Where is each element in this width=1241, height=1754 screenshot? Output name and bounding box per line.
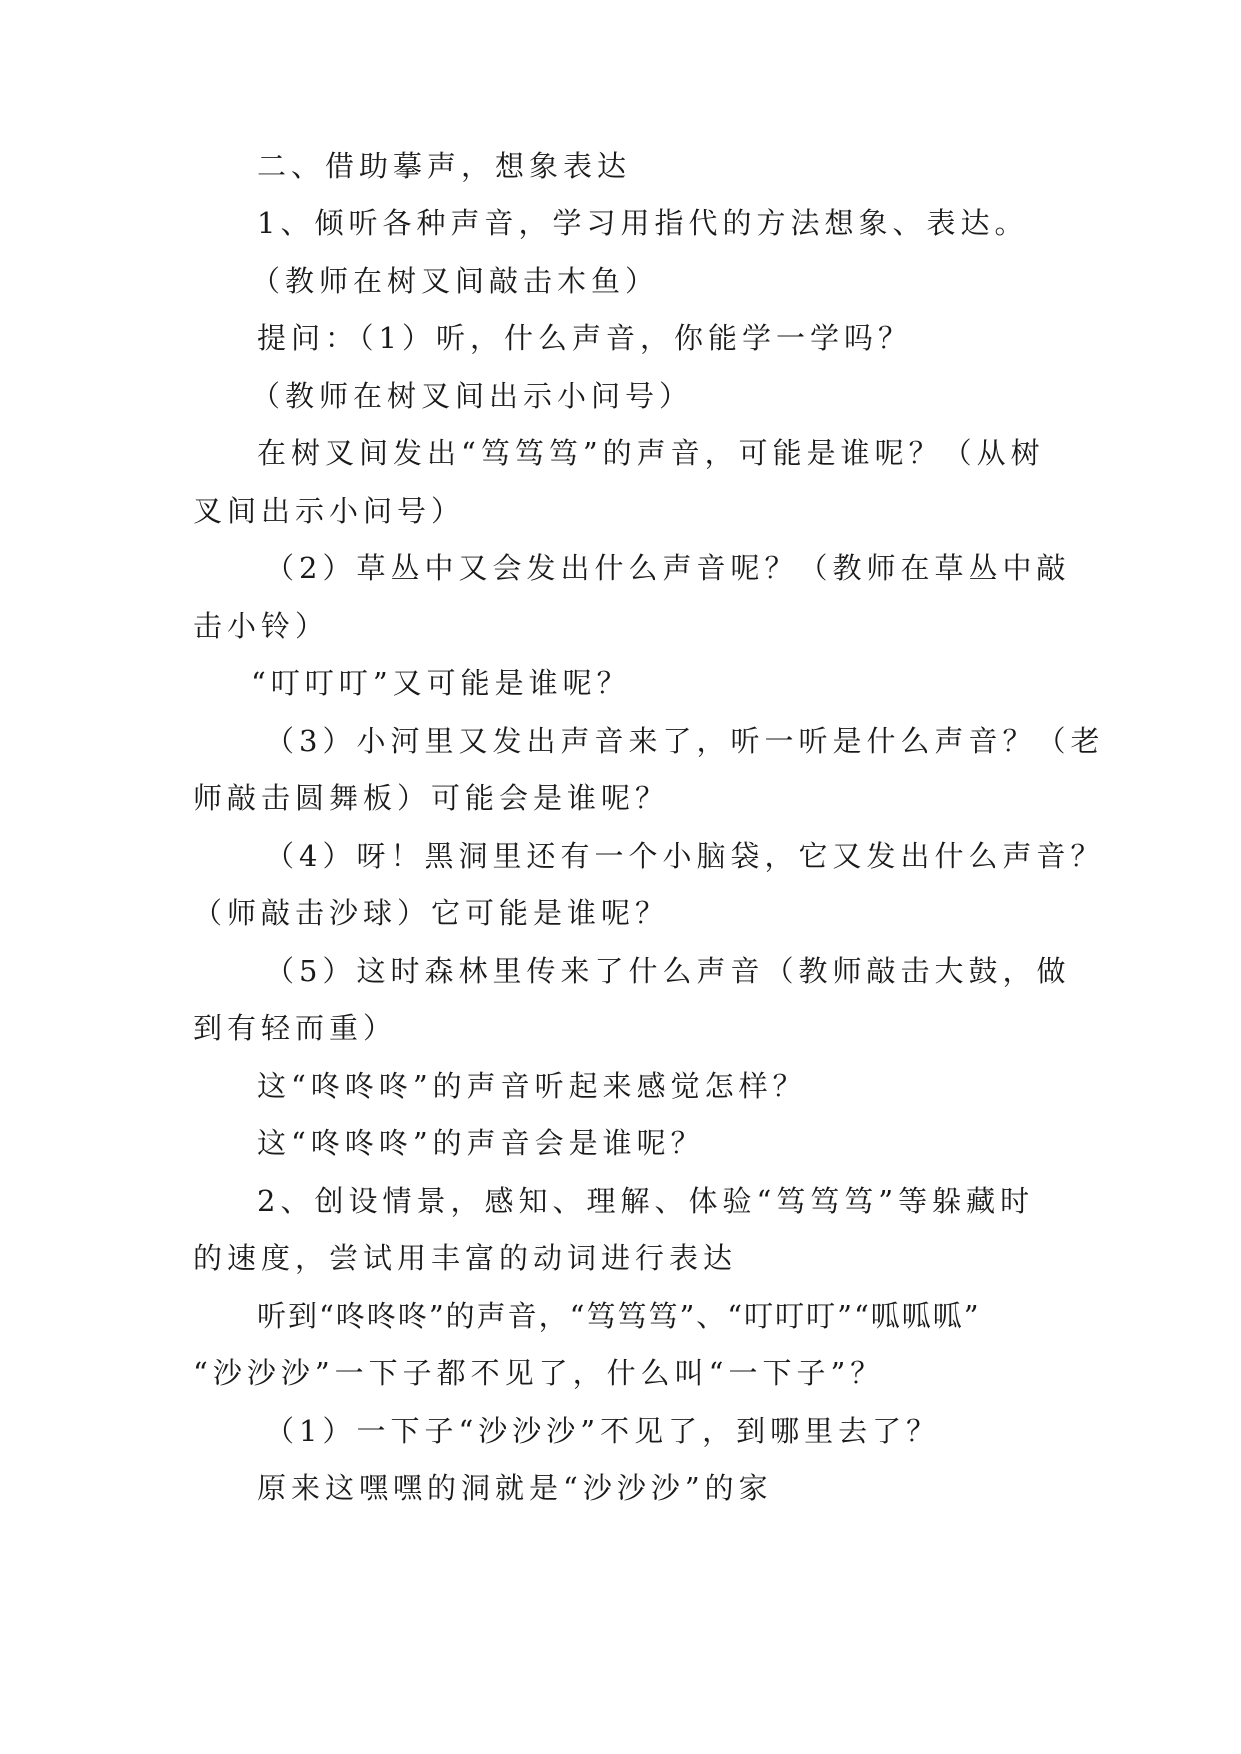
paragraph-line: 这“咚咚咚”的声音会是谁呢？ — [257, 1126, 705, 1160]
paragraph-line: 到有轻而重） — [193, 1011, 398, 1045]
paragraph-line: “沙沙沙”一下子都不见了，什么叫“一下子”？ — [193, 1356, 885, 1390]
paragraph-line: （2）草丛中又会发出什么声音呢？（教师在草丛中敲 — [265, 551, 1071, 585]
paragraph-line: “叮叮叮”又可能是谁呢？ — [251, 666, 631, 700]
paragraph-line: 在树叉间发出“笃笃笃”的声音，可能是谁呢？（从树 — [257, 436, 1045, 470]
paragraph-line: 击小铃） — [193, 609, 330, 643]
paragraph-line: 听到“咚咚咚”的声音，“笃笃笃”、“叮叮叮”“呱呱呱” — [257, 1299, 981, 1333]
paragraph-line: （师敲击沙球）它可能是谁呢？ — [193, 896, 670, 930]
paragraph-line: （5）这时森林里传来了什么声音（教师敲击大鼓，做 — [265, 954, 1071, 988]
section-heading: 二、借助摹声，想象表达 — [257, 149, 632, 183]
paragraph-line: 提问：（1）听，什么声音，你能学一学吗？ — [257, 321, 912, 355]
paragraph-line: 1、倾听各种声音，学习用指代的方法想象、表达。 — [257, 206, 1029, 240]
paragraph-line: （教师在树叉间敲击木鱼） — [251, 264, 660, 298]
paragraph-line: （教师在树叉间出示小问号） — [251, 379, 694, 413]
paragraph-line: 2、创设情景，感知、理解、体验“笃笃笃”等躲藏时 — [257, 1184, 1035, 1218]
paragraph-line: 原来这嘿嘿的洞就是“沙沙沙”的家 — [257, 1471, 773, 1505]
paragraph-line: 的速度，尝试用丰富的动词进行表达 — [193, 1241, 738, 1275]
paragraph-line: （4）呀！黑洞里还有一个小脑袋，它又发出什么声音？ — [265, 839, 1105, 873]
paragraph-line: 这“咚咚咚”的声音听起来感觉怎样？ — [257, 1069, 807, 1103]
paragraph-line: （3）小河里又发出声音来了，听一听是什么声音？（老 — [265, 724, 1105, 758]
paragraph-line: 师敲击圆舞板）可能会是谁呢？ — [193, 781, 670, 815]
paragraph-line: （1）一下子“沙沙沙”不见了，到哪里去了？ — [265, 1414, 941, 1448]
paragraph-line: 叉间出示小问号） — [193, 494, 466, 528]
